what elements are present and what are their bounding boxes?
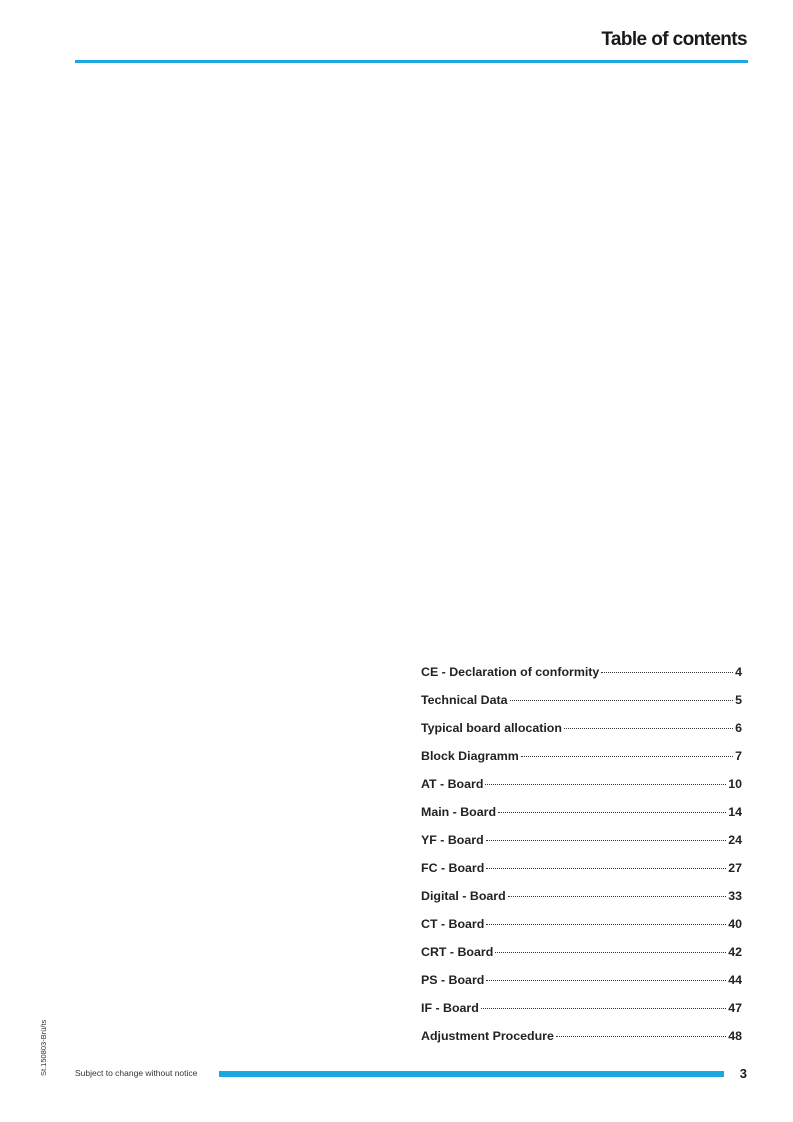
footer-note: Subject to change without notice	[75, 1068, 198, 1078]
toc-entry-page: 5	[735, 693, 742, 707]
toc-entry[interactable]	[421, 693, 742, 721]
toc-entry[interactable]	[421, 721, 742, 749]
toc-entry-label: Adjustment Procedure	[421, 1029, 554, 1043]
toc-entry-label: Digital - Board	[421, 889, 506, 903]
dot-leader	[486, 840, 727, 841]
toc-entry[interactable]	[421, 945, 742, 973]
dot-leader	[601, 672, 733, 673]
dot-leader	[510, 700, 734, 701]
toc-entry[interactable]	[421, 861, 742, 889]
table-of-contents	[421, 665, 742, 1057]
toc-entry-page: 48	[728, 1029, 742, 1043]
toc-entry-label: Main - Board	[421, 805, 497, 819]
dot-leader	[564, 728, 733, 729]
footer-divider	[219, 1071, 724, 1077]
toc-entry-label: Typical board allocation	[421, 721, 562, 735]
toc-entry-page: 6	[735, 721, 742, 735]
toc-entry-page: 10	[728, 777, 742, 791]
toc-entry[interactable]	[421, 1029, 742, 1057]
toc-entry-label: AT - Board	[421, 777, 484, 791]
toc-entry-page: 24	[728, 833, 742, 847]
toc-entry-page: 47	[728, 1001, 742, 1015]
toc-entry[interactable]	[421, 889, 742, 917]
document-code: St.150803-Brü/ts	[39, 1019, 48, 1076]
toc-entry[interactable]	[421, 833, 742, 861]
toc-entry-label: FC - Board	[421, 861, 485, 875]
toc-entry-page: 40	[728, 917, 742, 931]
toc-entry-label: Block Diagramm	[421, 749, 519, 763]
toc-entry[interactable]	[421, 1001, 742, 1029]
toc-entry-page: 44	[728, 973, 742, 987]
dot-leader	[486, 980, 726, 981]
dot-leader	[486, 924, 726, 925]
toc-entry-page: 7	[735, 749, 742, 763]
page-title: Table of contents	[601, 29, 747, 50]
dot-leader	[485, 784, 726, 785]
toc-entry-label: YF - Board	[421, 833, 484, 847]
toc-entry[interactable]	[421, 665, 742, 693]
dot-leader	[481, 1008, 726, 1009]
dot-leader	[508, 896, 727, 897]
toc-entry[interactable]	[421, 749, 742, 777]
dot-leader	[486, 868, 726, 869]
toc-entry[interactable]	[421, 917, 742, 945]
toc-entry-label: Technical Data	[421, 693, 508, 707]
toc-entry[interactable]	[421, 973, 742, 1001]
toc-entry-page: 33	[728, 889, 742, 903]
toc-entry[interactable]	[421, 805, 742, 833]
dot-leader	[521, 756, 733, 757]
toc-entry-label: PS - Board	[421, 973, 485, 987]
toc-entry[interactable]	[421, 777, 742, 805]
dot-leader	[498, 812, 726, 813]
toc-entry-page: 14	[728, 805, 742, 819]
toc-entry-label: IF - Board	[421, 1001, 479, 1015]
toc-entry-label: CRT - Board	[421, 945, 494, 959]
toc-entry-page: 42	[728, 945, 742, 959]
dot-leader	[495, 952, 726, 953]
toc-entry-label: CT - Board	[421, 917, 485, 931]
dot-leader	[556, 1036, 726, 1037]
header-divider	[75, 60, 748, 63]
page-number: 3	[739, 1066, 747, 1081]
toc-entry-page: 4	[735, 665, 742, 679]
toc-entry-page: 27	[728, 861, 742, 875]
toc-entry-label: CE - Declaration of conformity	[421, 665, 600, 679]
